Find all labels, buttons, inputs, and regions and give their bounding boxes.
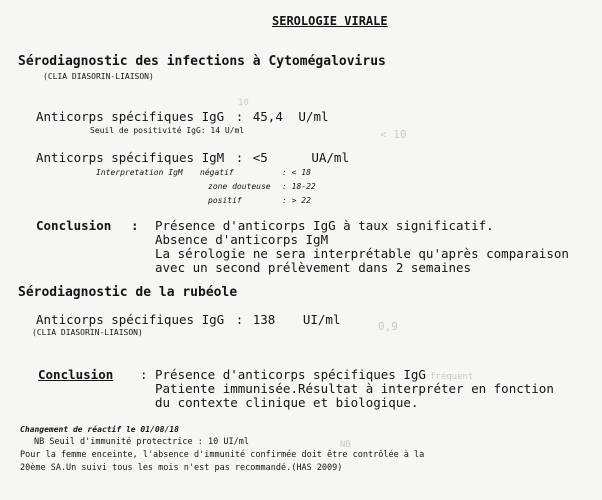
immunity-threshold-note: NB Seuil d'immunité protectrice : 10 UI/ml [34,437,249,447]
page-title: SEROLOGIE VIRALE [272,14,388,28]
cmv-igm-sep: : [235,150,244,165]
bleed-through-text: < 10 [380,128,407,141]
cmv-conclusion-line: La sérologie ne sera interprétable qu'après comparaison [155,246,569,261]
cmv-method: (CLIA DIASORIN-LIAISON) [43,72,154,81]
pregnancy-note-line: Pour la femme enceinte, l'absence d'immunité confirmée doit être contrôlée à la [20,450,425,460]
cmv-conclusion-sep: : [131,218,139,233]
igm-interp-pos-value: : > 22 [282,196,311,205]
igm-interp-neg-label: négatif [200,168,234,177]
rub-heading: Sérodiagnostic de la rubéole [18,285,238,300]
cmv-igm-value: <5 [252,150,268,165]
rub-method: (CLIA DIASORIN-LIAISON) [32,328,143,337]
cmv-conclusion-line: Absence d'anticorps IgM [155,232,329,247]
cmv-igm-unit: UA/ml [311,150,349,165]
igm-interp-heading: Interpretation IgM [96,168,183,177]
rub-conclusion-line: du contexte clinique et biologique. [155,395,419,410]
rub-igg-value: 138 [252,312,276,327]
cmv-igg-threshold: Seuil de positivité IgG: 14 U/ml [90,126,245,135]
rub-igg-row [36,312,341,327]
bleed-through-text: 0,9 [378,320,398,333]
rub-conclusion-sep: : [140,367,148,382]
rub-conclusion-label: Conclusion [38,367,114,382]
cmv-heading: Sérodiagnostic des infections à Cytomégalovirus [18,54,386,69]
rub-igg-label: Anticorps spécifiques IgG [36,312,225,327]
cmv-conclusion-line: avec un second prélèvement dans 2 semaines [155,260,472,275]
cmv-igm-label: Anticorps spécifiques IgM [36,150,225,165]
igm-interp-pos-label: positif [208,196,242,205]
rub-igg-sep: : [235,312,244,327]
igm-interp-neg-value: : < 18 [282,168,311,177]
bleed-through-text: NB [340,440,351,450]
rub-conclusion-line: Présence d'anticorps spécifiques IgG [155,367,426,382]
rub-conclusion-line: Patiente immunisée.Résultat à interpréter en fonction [155,381,554,396]
igm-interp-dout-value: : 18-22 [282,182,316,191]
cmv-igg-value: 45,4 [252,109,283,124]
cmv-igg-label: Anticorps spécifiques IgG [36,109,225,124]
cmv-igg-unit: U/ml [298,109,329,124]
bleed-through-text: fréquent [430,372,474,382]
cmv-conclusion-line: Présence d'anticorps IgG à taux significatif. [155,218,494,233]
bleed-through-text: 10 [238,98,249,108]
igm-interp-dout-label: zone douteuse [208,182,271,191]
rub-igg-unit: UI/ml [302,312,341,327]
cmv-igm-row [36,150,349,165]
cmv-igg-sep: : [235,109,244,124]
cmv-igg-row [36,109,329,124]
pregnancy-note-line: 20ème SA.Un suivi tous les mois n'est pas recommandé.(HAS 2009) [20,463,343,473]
cmv-conclusion-label: Conclusion [36,218,112,233]
reagent-change-note: Changement de réactif le 01/08/18 [20,425,179,434]
